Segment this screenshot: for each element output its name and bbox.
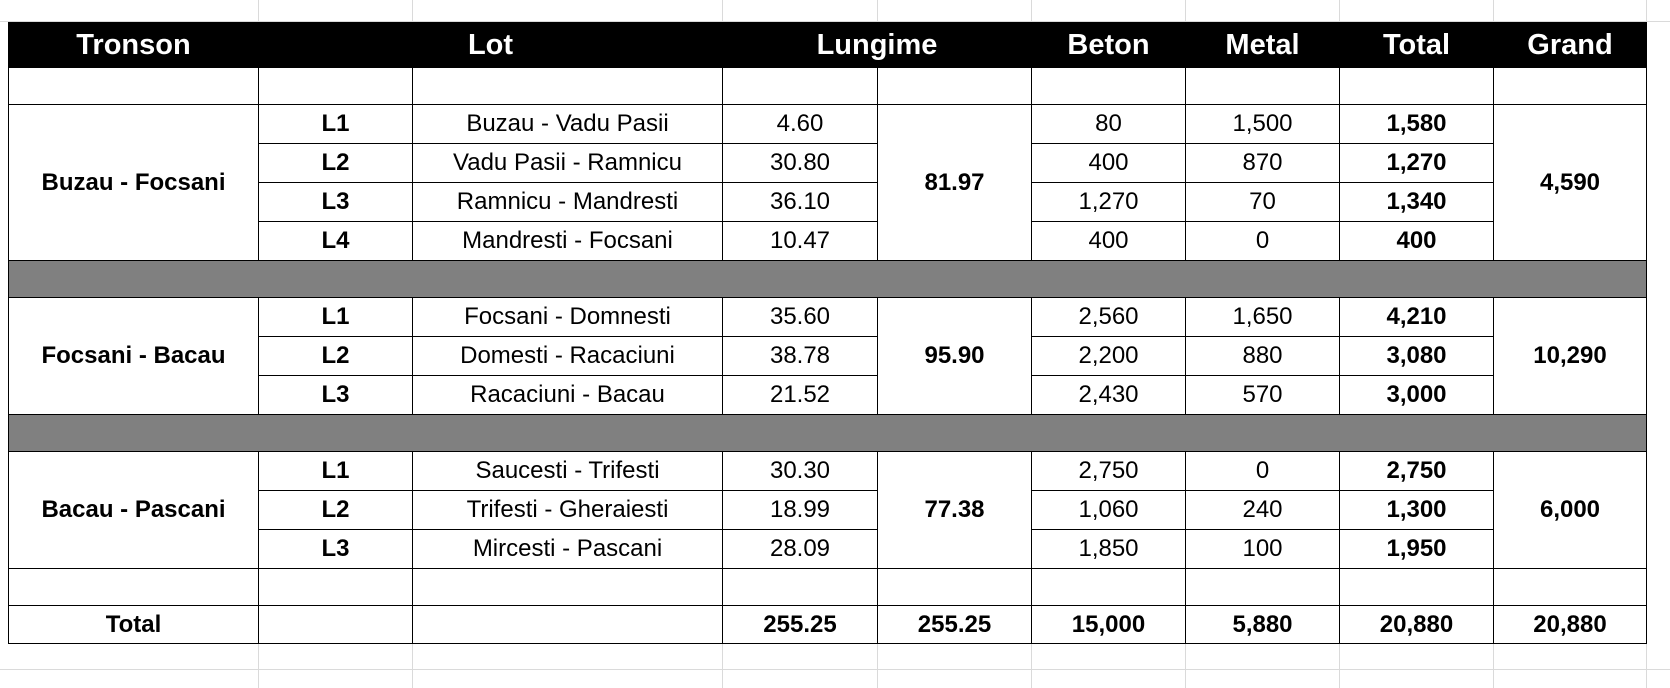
- beton-cell[interactable]: 2,750: [1032, 452, 1186, 491]
- totals-lungime-sum[interactable]: 255.25: [878, 606, 1032, 644]
- metal-cell[interactable]: 570: [1186, 376, 1340, 415]
- cell[interactable]: [878, 68, 1032, 105]
- totals-grand[interactable]: 20,880: [1494, 606, 1647, 644]
- total-cell[interactable]: 1,950: [1340, 530, 1494, 569]
- metal-cell[interactable]: 870: [1186, 144, 1340, 183]
- lot-cell[interactable]: L2: [259, 337, 413, 376]
- metal-cell[interactable]: 240: [1186, 491, 1340, 530]
- lot-cell[interactable]: L2: [259, 491, 413, 530]
- segment-cell[interactable]: Domesti - Racaciuni: [413, 337, 723, 376]
- table-row: [9, 298, 1647, 337]
- lungime-sum-cell[interactable]: 77.38: [878, 452, 1032, 569]
- header-tronson[interactable]: Tronson: [9, 23, 259, 68]
- beton-cell[interactable]: 400: [1032, 222, 1186, 261]
- lungime-sum-cell[interactable]: 95.90: [878, 298, 1032, 415]
- segment-cell[interactable]: Racaciuni - Bacau: [413, 376, 723, 415]
- cell[interactable]: [259, 569, 413, 606]
- tronson-cell[interactable]: Buzau - Focsani: [9, 105, 259, 261]
- cell[interactable]: [1186, 569, 1340, 606]
- lot-cell[interactable]: L3: [259, 183, 413, 222]
- total-cell[interactable]: 3,080: [1340, 337, 1494, 376]
- cell[interactable]: [1494, 68, 1647, 105]
- total-cell[interactable]: 1,340: [1340, 183, 1494, 222]
- tronson-cell[interactable]: Focsani - Bacau: [9, 298, 259, 415]
- metal-cell[interactable]: 100: [1186, 530, 1340, 569]
- separator-cell[interactable]: [9, 261, 1647, 298]
- lungime-cell[interactable]: 30.30: [723, 452, 878, 491]
- segment-cell[interactable]: Buzau - Vadu Pasii: [413, 105, 723, 144]
- lungime-cell[interactable]: 4.60: [723, 105, 878, 144]
- metal-cell[interactable]: 70: [1186, 183, 1340, 222]
- total-cell[interactable]: 1,580: [1340, 105, 1494, 144]
- cell[interactable]: [723, 569, 878, 606]
- beton-cell[interactable]: 1,850: [1032, 530, 1186, 569]
- header-lot[interactable]: Lot: [259, 23, 723, 68]
- beton-cell[interactable]: 400: [1032, 144, 1186, 183]
- header-row: [9, 23, 1647, 68]
- separator-row: [9, 261, 1647, 298]
- total-cell[interactable]: 1,270: [1340, 144, 1494, 183]
- lot-cell[interactable]: L4: [259, 222, 413, 261]
- cell[interactable]: [413, 569, 723, 606]
- lungime-sum-cell[interactable]: 81.97: [878, 105, 1032, 261]
- blank-row: [9, 569, 1647, 606]
- cell[interactable]: [1186, 68, 1340, 105]
- header-metal[interactable]: Metal: [1186, 23, 1340, 68]
- lot-cell[interactable]: L1: [259, 452, 413, 491]
- header-grand[interactable]: Grand: [1494, 23, 1647, 68]
- spreadsheet-table: [8, 22, 1647, 644]
- lungime-cell[interactable]: 21.52: [723, 376, 878, 415]
- lot-cell[interactable]: L3: [259, 376, 413, 415]
- header-beton[interactable]: Beton: [1032, 23, 1186, 68]
- separator-cell[interactable]: [9, 415, 1647, 452]
- total-cell[interactable]: 4,210: [1340, 298, 1494, 337]
- lungime-cell[interactable]: 30.80: [723, 144, 878, 183]
- totals-row: [9, 606, 1647, 644]
- cell[interactable]: [1494, 569, 1647, 606]
- cell[interactable]: [1032, 68, 1186, 105]
- total-cell[interactable]: 2,750: [1340, 452, 1494, 491]
- beton-cell[interactable]: 1,060: [1032, 491, 1186, 530]
- totals-lungime[interactable]: 255.25: [723, 606, 878, 644]
- segment-cell[interactable]: Focsani - Domnesti: [413, 298, 723, 337]
- segment-cell[interactable]: Mircesti - Pascani: [413, 530, 723, 569]
- totals-beton[interactable]: 15,000: [1032, 606, 1186, 644]
- lungime-cell[interactable]: 38.78: [723, 337, 878, 376]
- cell[interactable]: [413, 606, 723, 644]
- metal-cell[interactable]: 0: [1186, 452, 1340, 491]
- metal-cell[interactable]: 1,500: [1186, 105, 1340, 144]
- header-lungime[interactable]: Lungime: [723, 23, 1032, 68]
- totals-total[interactable]: 20,880: [1340, 606, 1494, 644]
- cell[interactable]: [9, 68, 259, 105]
- separator-row: [9, 415, 1647, 452]
- beton-cell[interactable]: 1,270: [1032, 183, 1186, 222]
- lungime-cell[interactable]: 36.10: [723, 183, 878, 222]
- metal-cell[interactable]: 0: [1186, 222, 1340, 261]
- tronson-cell[interactable]: Bacau - Pascani: [9, 452, 259, 569]
- total-cell[interactable]: 3,000: [1340, 376, 1494, 415]
- beton-cell[interactable]: 2,430: [1032, 376, 1186, 415]
- segment-cell[interactable]: Mandresti - Focsani: [413, 222, 723, 261]
- segment-cell[interactable]: Saucesti - Trifesti: [413, 452, 723, 491]
- segment-cell[interactable]: Ramnicu - Mandresti: [413, 183, 723, 222]
- table-row: [9, 105, 1647, 144]
- cell[interactable]: [259, 606, 413, 644]
- cell[interactable]: [723, 68, 878, 105]
- metal-cell[interactable]: 880: [1186, 337, 1340, 376]
- total-cell[interactable]: 400: [1340, 222, 1494, 261]
- beton-cell[interactable]: 2,200: [1032, 337, 1186, 376]
- metal-cell[interactable]: 1,650: [1186, 298, 1340, 337]
- cell[interactable]: [1340, 569, 1494, 606]
- lot-cell[interactable]: L3: [259, 530, 413, 569]
- table-row: [9, 452, 1647, 491]
- cell[interactable]: [413, 68, 723, 105]
- blank-row: [9, 68, 1647, 105]
- lungime-cell[interactable]: 35.60: [723, 298, 878, 337]
- totals-metal[interactable]: 5,880: [1186, 606, 1340, 644]
- segment-cell[interactable]: Vadu Pasii - Ramnicu: [413, 144, 723, 183]
- segment-cell[interactable]: Trifesti - Gheraiesti: [413, 491, 723, 530]
- cell[interactable]: [1340, 68, 1494, 105]
- grand-cell[interactable]: 4,590: [1494, 105, 1647, 261]
- total-cell[interactable]: 1,300: [1340, 491, 1494, 530]
- beton-cell[interactable]: 80: [1032, 105, 1186, 144]
- header-total[interactable]: Total: [1340, 23, 1494, 68]
- cell[interactable]: [878, 569, 1032, 606]
- lot-cell[interactable]: L1: [259, 105, 413, 144]
- grand-cell[interactable]: 6,000: [1494, 452, 1647, 569]
- grand-cell[interactable]: 10,290: [1494, 298, 1647, 415]
- cell[interactable]: [259, 68, 413, 105]
- cell[interactable]: [1032, 569, 1186, 606]
- lungime-cell[interactable]: 10.47: [723, 222, 878, 261]
- totals-label[interactable]: Total: [9, 606, 259, 644]
- lungime-cell[interactable]: 28.09: [723, 530, 878, 569]
- lot-cell[interactable]: L1: [259, 298, 413, 337]
- lot-cell[interactable]: L2: [259, 144, 413, 183]
- cell[interactable]: [9, 569, 259, 606]
- lungime-cell[interactable]: 18.99: [723, 491, 878, 530]
- beton-cell[interactable]: 2,560: [1032, 298, 1186, 337]
